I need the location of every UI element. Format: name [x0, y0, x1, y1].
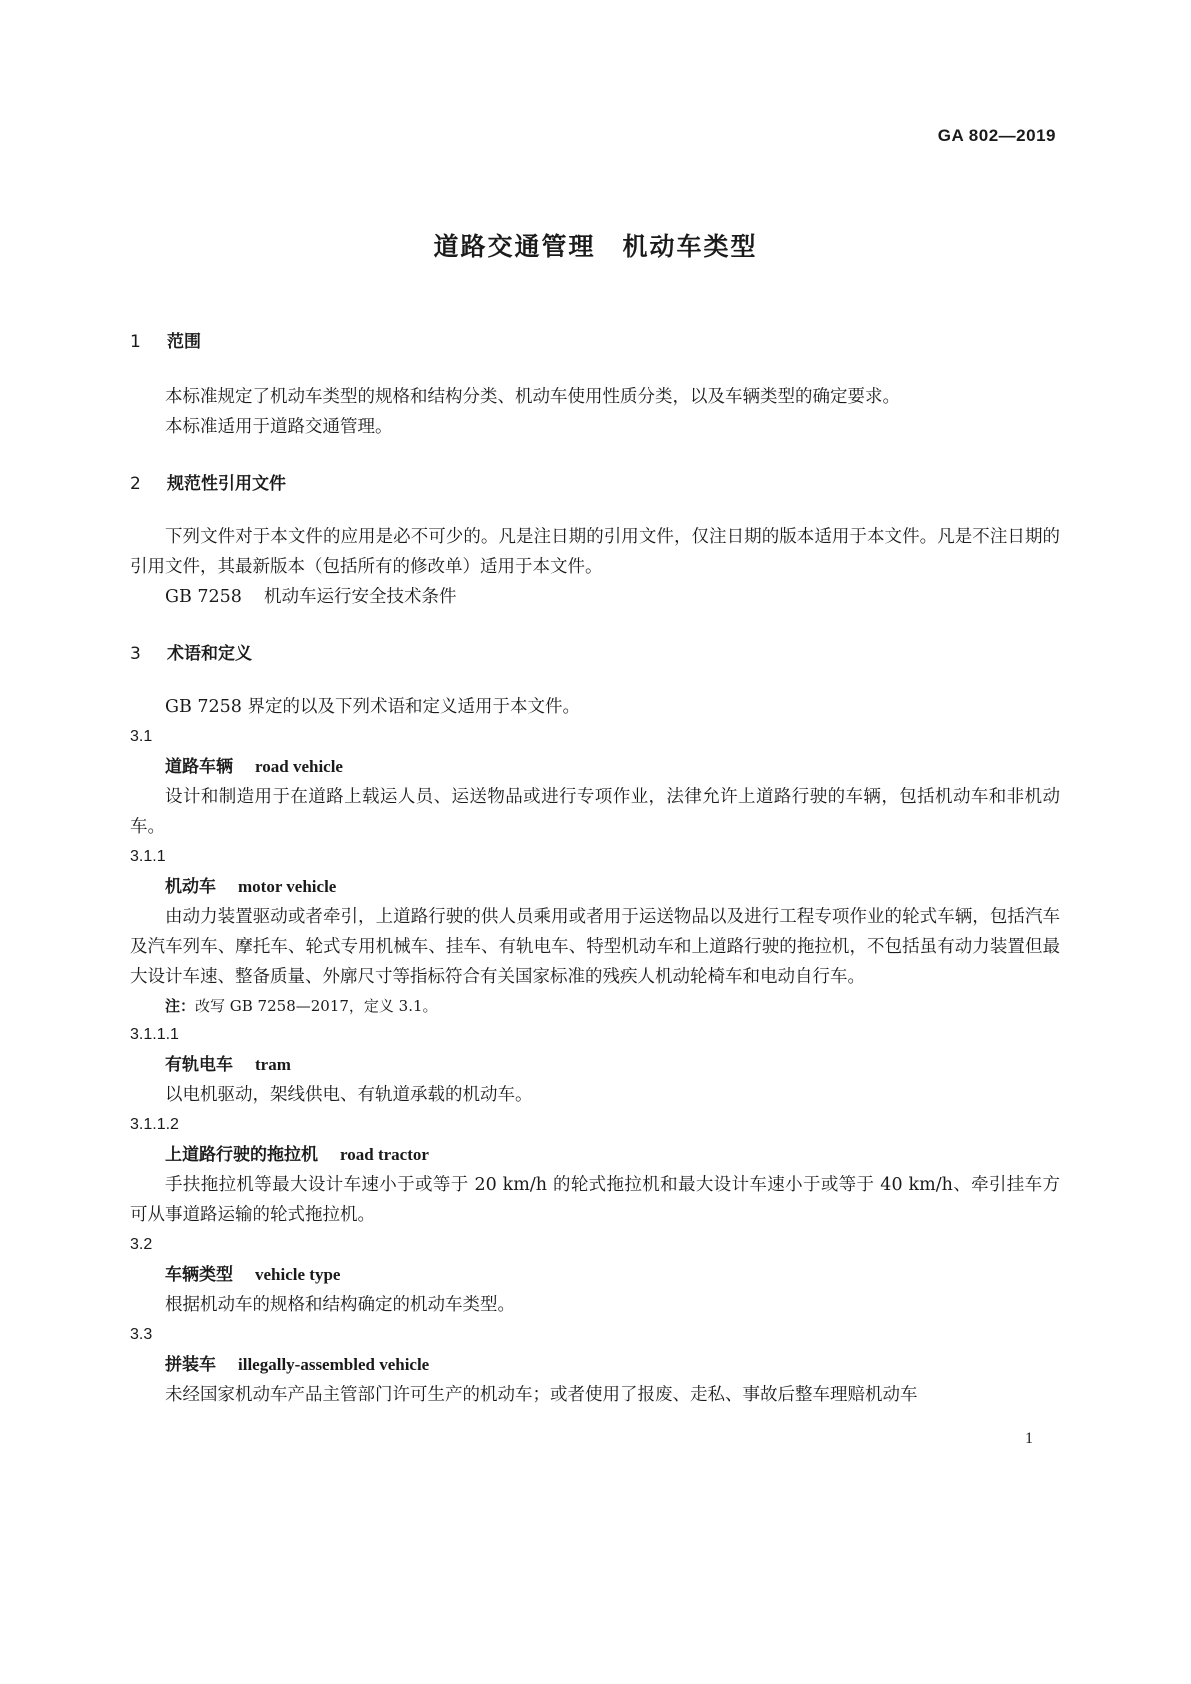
term-definition: 手扶拖拉机等最大设计车速小于或等于 20 km/h 的轮式拖拉机和最大设计车速小于或等于 40 km/h、牵引挂车方可从事道路运输的轮式拖拉机。: [130, 1175, 1060, 1225]
term-en: tram: [255, 1055, 291, 1074]
standard-number: GA 802—2019: [937, 126, 1056, 145]
term-heading: [130, 1260, 1060, 1290]
section-title: 范围: [167, 332, 201, 352]
section-number: 1: [130, 332, 141, 352]
term-heading: [130, 1350, 1060, 1380]
term-en: motor vehicle: [238, 877, 337, 896]
page-title: 道路交通管理 机动车类型: [433, 232, 758, 261]
term-zh: 机动车: [165, 877, 216, 897]
term-zh: 上道路行驶的拖拉机: [165, 1145, 318, 1165]
term-en: vehicle type: [255, 1265, 341, 1284]
term-definition: 以电机驱动，架线供电、有轨道承载的机动车。: [165, 1085, 533, 1105]
term-zh: 拼装车: [165, 1355, 216, 1375]
term-definition: 由动力装置驱动或者牵引，上道路行驶的供人员乘用或者用于运送物品以及进行工程专项作业的轮式车辆，包括汽车及汽车列车、摩托车、轮式专用机械车、挂车、有轨电车、特型机动车和上道路行驶的拖拉机，不包括虽有动力装置但最大设计车速、整备质量、外廓尺寸等指标符合有关国家标准的残疾人机动轮椅车和电动自行车。: [130, 907, 1060, 987]
term-heading: [130, 1050, 1060, 1080]
term-heading: [130, 1140, 1060, 1170]
paragraph: 下列文件对于本文件的应用是必不可少的。凡是注日期的引用文件，仅注日期的版本适用于本文件。凡是不注日期的引用文件，其最新版本（包括所有的修改单）适用于本文件。: [130, 527, 1060, 577]
reference-code: GB 7258: [165, 587, 242, 607]
term-en: road vehicle: [255, 757, 343, 776]
term-zh: 道路车辆: [165, 757, 233, 777]
section-number: 2: [130, 474, 141, 494]
clause-number: 3.2: [130, 1236, 153, 1253]
term-definition: 设计和制造用于在道路上载运人员、运送物品或进行专项作业，法律允许上道路行驶的车辆，包括机动车和非机动车。: [130, 787, 1060, 837]
term-zh: 有轨电车: [165, 1055, 233, 1075]
clause-number: 3.1.1: [130, 848, 166, 865]
note: [130, 992, 1060, 1020]
term-en: illegally-assembled vehicle: [238, 1355, 430, 1374]
page-number: 1: [1025, 1430, 1033, 1447]
section-title: 规范性引用文件: [167, 474, 286, 494]
term-heading: [130, 752, 1060, 782]
document-body: [130, 330, 1060, 1410]
reference-title: 机动车运行安全技术条件: [263, 587, 457, 607]
paragraph: 本标准规定了机动车类型的规格和结构分类、机动车使用性质分类，以及车辆类型的确定要求。: [165, 387, 900, 407]
normative-reference: [130, 582, 1060, 612]
term-heading: [130, 872, 1060, 902]
section-heading-normative-references: [130, 472, 1060, 496]
section-title: 术语和定义: [167, 644, 252, 664]
clause-number: 3.1: [130, 728, 153, 745]
term-en: road tractor: [340, 1145, 429, 1164]
clause-number: 3.1.1.1: [130, 1026, 179, 1043]
note-text: 改写 GB 7258—2017，定义 3.1。: [195, 997, 438, 1015]
section-heading-scope: [130, 330, 1060, 354]
section-heading-terms: [130, 642, 1060, 666]
term-definition: 未经国家机动车产品主管部门许可生产的机动车；或者使用了报废、走私、事故后整车理赔机动车: [165, 1385, 918, 1405]
note-label: 注：: [165, 997, 196, 1015]
term-definition: 根据机动车的规格和结构确定的机动车类型。: [165, 1295, 515, 1315]
section-number: 3: [130, 644, 141, 664]
paragraph: GB 7258 界定的以及下列术语和定义适用于本文件。: [165, 697, 580, 717]
clause-number: 3.1.1.2: [130, 1116, 179, 1133]
term-zh: 车辆类型: [165, 1265, 233, 1285]
paragraph: 本标准适用于道路交通管理。: [165, 417, 393, 437]
clause-number: 3.3: [130, 1326, 153, 1343]
